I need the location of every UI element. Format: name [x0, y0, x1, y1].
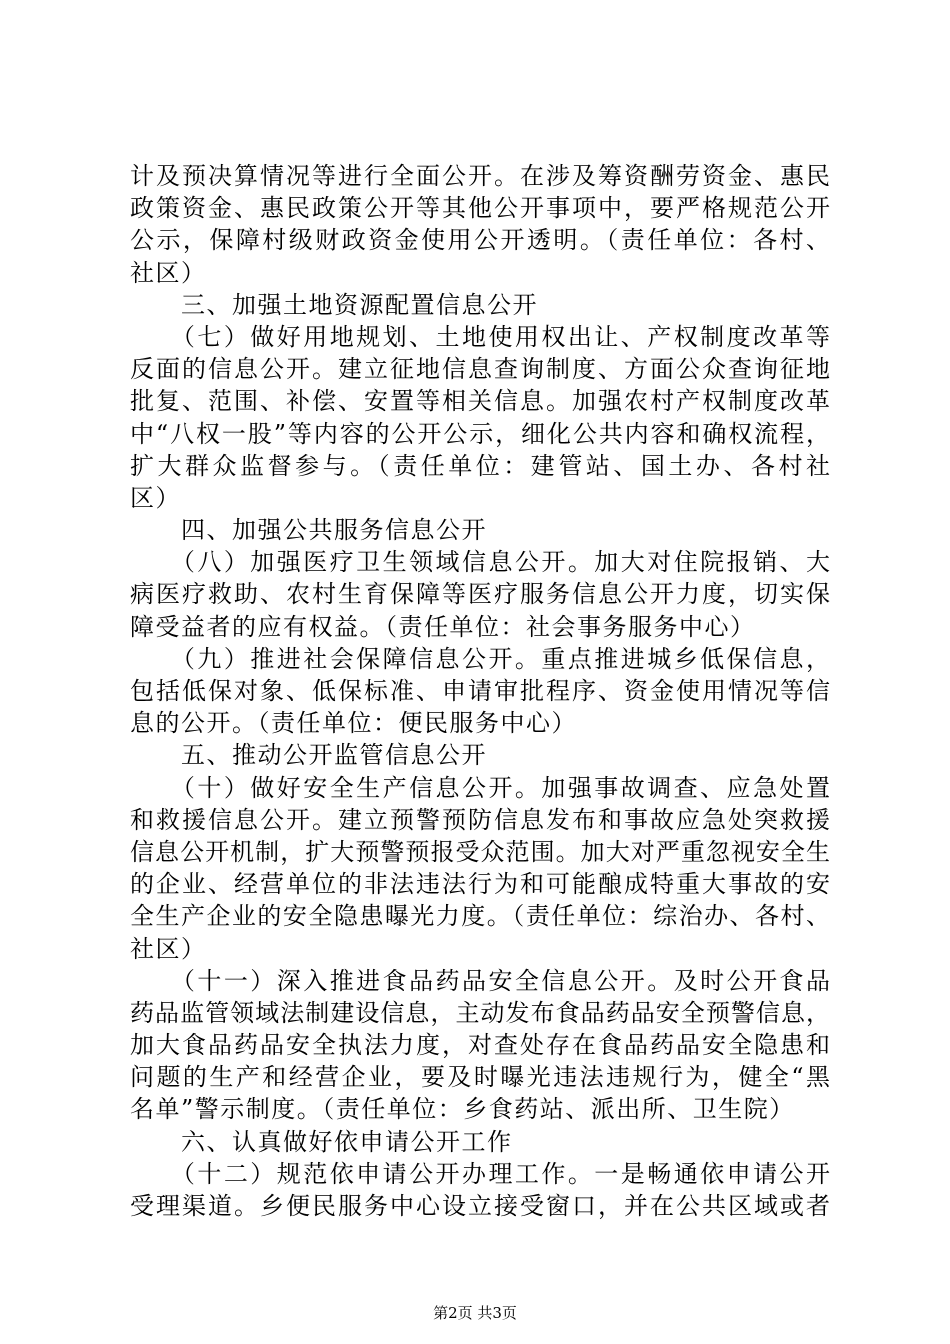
- text-line: （九）推进社会保障信息公开。重点推进城乡低保信息，: [130, 644, 830, 673]
- text-line: 障受益者的应有权益。（责任单位：社会事务服务中心）: [130, 612, 756, 641]
- text-line: 反面的信息公开。建立征地信息查询制度、方面公众查询征地: [130, 355, 830, 384]
- text-line: 全生产企业的安全隐患曝光力度。（责任单位：综治办、各村、: [130, 902, 830, 931]
- text-line: 批复、范围、补偿、安置等相关信息。加强农村产权制度改革: [130, 387, 830, 416]
- section-heading: 五、推动公开监管信息公开: [130, 741, 487, 770]
- text-line: 的企业、经营单位的非法违法行为和可能酿成特重大事故的安: [130, 870, 830, 899]
- text-line: 扩大群众监督参与。（责任单位：建管站、国土办、各村社: [130, 451, 830, 480]
- text-line: 名单”警示制度。（责任单位：乡食药站、派出所、卫生院）: [130, 1095, 795, 1124]
- text-line: （十）做好安全生产信息公开。加强事故调查、应急处置: [130, 773, 830, 802]
- page-footer: [0, 1304, 950, 1322]
- section-heading: 六、认真做好依申请公开工作: [130, 1127, 513, 1156]
- text-line: 受理渠道。乡便民服务中心设立接受窗口，并在公共区域或者: [130, 1192, 830, 1220]
- text-line: （十二）规范依申请公开办理工作。一是畅通依申请公开: [130, 1159, 830, 1188]
- text-line: 社区）: [130, 934, 207, 963]
- text-line: 病医疗救助、农村生育保障等医疗服务信息公开力度，切实保: [130, 580, 830, 609]
- text-line: 和救援信息公开。建立预警预防信息发布和事故应急处突救援: [130, 805, 830, 834]
- text-line: 问题的生产和经营企业，要及时曝光违法违规行为，健全“黑: [130, 1063, 830, 1092]
- text-line: 药品监管领域法制建设信息，主动发布食品药品安全预警信息，: [130, 998, 830, 1027]
- text-line: （七）做好用地规划、土地使用权出让、产权制度改革等: [130, 322, 830, 351]
- text-line: （八）加强医疗卫生领域信息公开。加大对住院报销、大: [130, 548, 830, 577]
- text-line: 政策资金、惠民政策公开等其他公开事项中，要严格规范公开: [130, 194, 830, 223]
- text-line: 中“八权一股”等内容的公开公示，细化公共内容和确权流程，: [130, 419, 830, 448]
- section-heading: 四、加强公共服务信息公开: [130, 516, 487, 545]
- text-line: （十一）深入推进食品药品安全信息公开。及时公开食品: [130, 966, 830, 995]
- text-line: 社区）: [130, 258, 207, 287]
- text-line: 包括低保对象、低保标准、申请审批程序、资金使用情况等信: [130, 677, 830, 705]
- text-line: 信息公开机制，扩大预警预报受众范围。加大对严重忽视安全生: [130, 837, 830, 866]
- text-line: 计及预决算情况等进行全面公开。在涉及筹资酬劳资金、惠民: [130, 162, 830, 190]
- text-line: 加大食品药品安全执法力度，对查处存在食品药品安全隐患和: [130, 1031, 830, 1060]
- text-line: 区）: [130, 483, 181, 512]
- page-number-label: 第2页 共3页: [433, 1304, 517, 1322]
- document-body: [130, 160, 830, 1222]
- text-line: 息的公开。（责任单位：便民服务中心）: [130, 709, 577, 738]
- section-heading: 三、加强土地资源配置信息公开: [130, 290, 538, 319]
- text-line: 公示，保障村级财政资金使用公开透明。（责任单位：各村、: [130, 226, 830, 255]
